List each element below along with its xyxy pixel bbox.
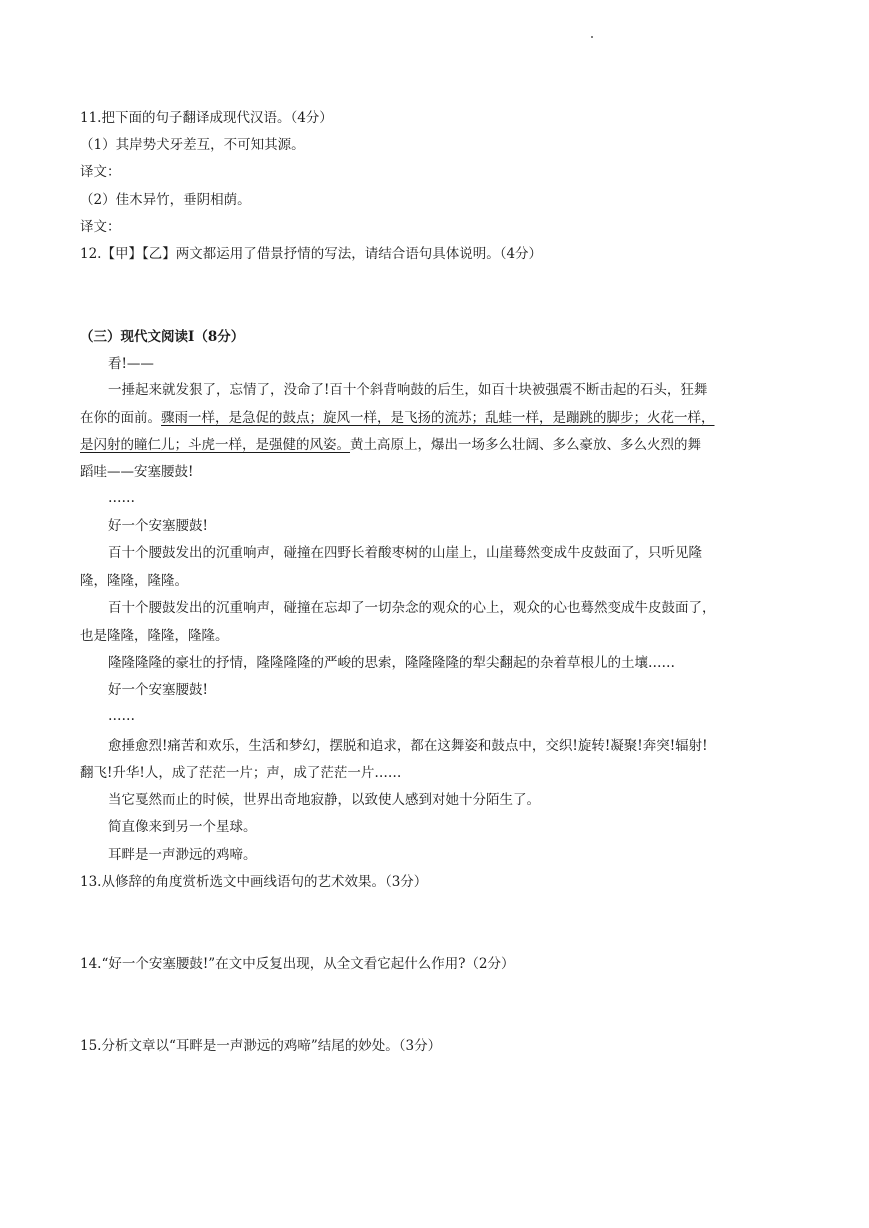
header-mark <box>591 36 593 38</box>
passage-p3-line2: 隆，隆隆，隆隆。 <box>80 573 188 589</box>
q11-translation-label-1: 译文： <box>80 164 121 180</box>
passage-p10: 耳畔是一声渺远的鸡啼。 <box>108 847 257 863</box>
q14-title: 14.“好一个安塞腰鼓!”在文中反复出现，从全文看它起什么作用?（2分） <box>80 956 515 972</box>
underlined-sentence: 骤雨一样，是急促的鼓点；旋风一样，是飞扬的流苏；乱蛙一样，是蹦跳的脚步；火花一样， <box>161 410 715 426</box>
q11-title: 11.把下面的句子翻译成现代汉语。（4分） <box>80 110 333 126</box>
passage-p5: 隆隆隆隆的豪壮的抒情，隆隆隆隆的严峻的思索，隆隆隆隆的犁尖翻起的杂着草根儿的土壤…… <box>108 655 675 671</box>
passage-p1-line1: 一捶起来就发狠了，忘情了，没命了!百十个斜背响鼓的后生，如百十块被强震不断击起的石头，狂舞 <box>108 382 708 398</box>
q13-title: 13.从修辞的角度赏析选文中画线语句的艺术效果。（3分） <box>80 874 428 890</box>
underlined-sentence: 是闪射的瞳仁儿；斗虎一样，是强健的风姿。 <box>80 437 350 453</box>
passage-text: 黄土高原上，爆出一场多么壮阔、多么豪放、多么火烈的舞 <box>350 437 701 453</box>
q12-title: 12.【甲】【乙】两文都运用了借景抒情的写法，请结合语句具体说明。（4分） <box>80 246 543 262</box>
passage-ellipsis-2: …… <box>108 708 135 724</box>
passage-p1-line3 <box>80 435 701 455</box>
passage-text: 在你的面前。 <box>80 410 161 426</box>
section-3-title: （三）现代文阅读Ⅰ（8分） <box>80 329 245 345</box>
passage-p7-line2: 翻飞!升华!人，成了茫茫一片；声，成了茫茫一片…… <box>80 765 402 781</box>
passage-p1-line2 <box>80 408 715 428</box>
passage-p3-line1: 百十个腰鼓发出的沉重响声，碰撞在四野长着酸枣树的山崖上，山崖蓦然变成牛皮鼓面了，只听见隆 <box>108 545 702 561</box>
passage-p0: 看!—— <box>108 356 154 372</box>
passage-ellipsis-1: …… <box>108 490 135 506</box>
passage-p8: 当它戛然而止的时候，世界出奇地寂静，以致使人感到对她十分陌生了。 <box>108 792 540 808</box>
passage-p7-line1: 愈捶愈烈!痛苦和欢乐，生活和梦幻，摆脱和追求，都在这舞姿和鼓点中，交织!旋转!凝聚!奔突!辐射! <box>108 738 708 754</box>
q11-sentence-1: （1）其岸势犬牙差互，不可知其源。 <box>80 137 305 153</box>
q15-title: 15.分析文章以“耳畔是一声渺远的鸡啼”结尾的妙处。（3分） <box>80 1038 442 1054</box>
passage-p4-line2: 也是隆隆，隆隆，隆隆。 <box>80 628 229 644</box>
passage-p9: 简直像来到另一个星球。 <box>108 819 257 835</box>
q11-sentence-2: （2）佳木异竹，垂阴相荫。 <box>80 192 251 208</box>
passage-p1-line4: 蹈哇——安塞腰鼓! <box>80 464 194 480</box>
passage-p4-line1: 百十个腰鼓发出的沉重响声，碰撞在忘却了一切杂念的观众的心上，观众的心也蓦然变成牛皮鼓面了， <box>108 600 716 616</box>
q11-translation-label-2: 译文： <box>80 219 121 235</box>
passage-p2: 好一个安塞腰鼓! <box>108 518 208 534</box>
passage-p6: 好一个安塞腰鼓! <box>108 682 208 698</box>
